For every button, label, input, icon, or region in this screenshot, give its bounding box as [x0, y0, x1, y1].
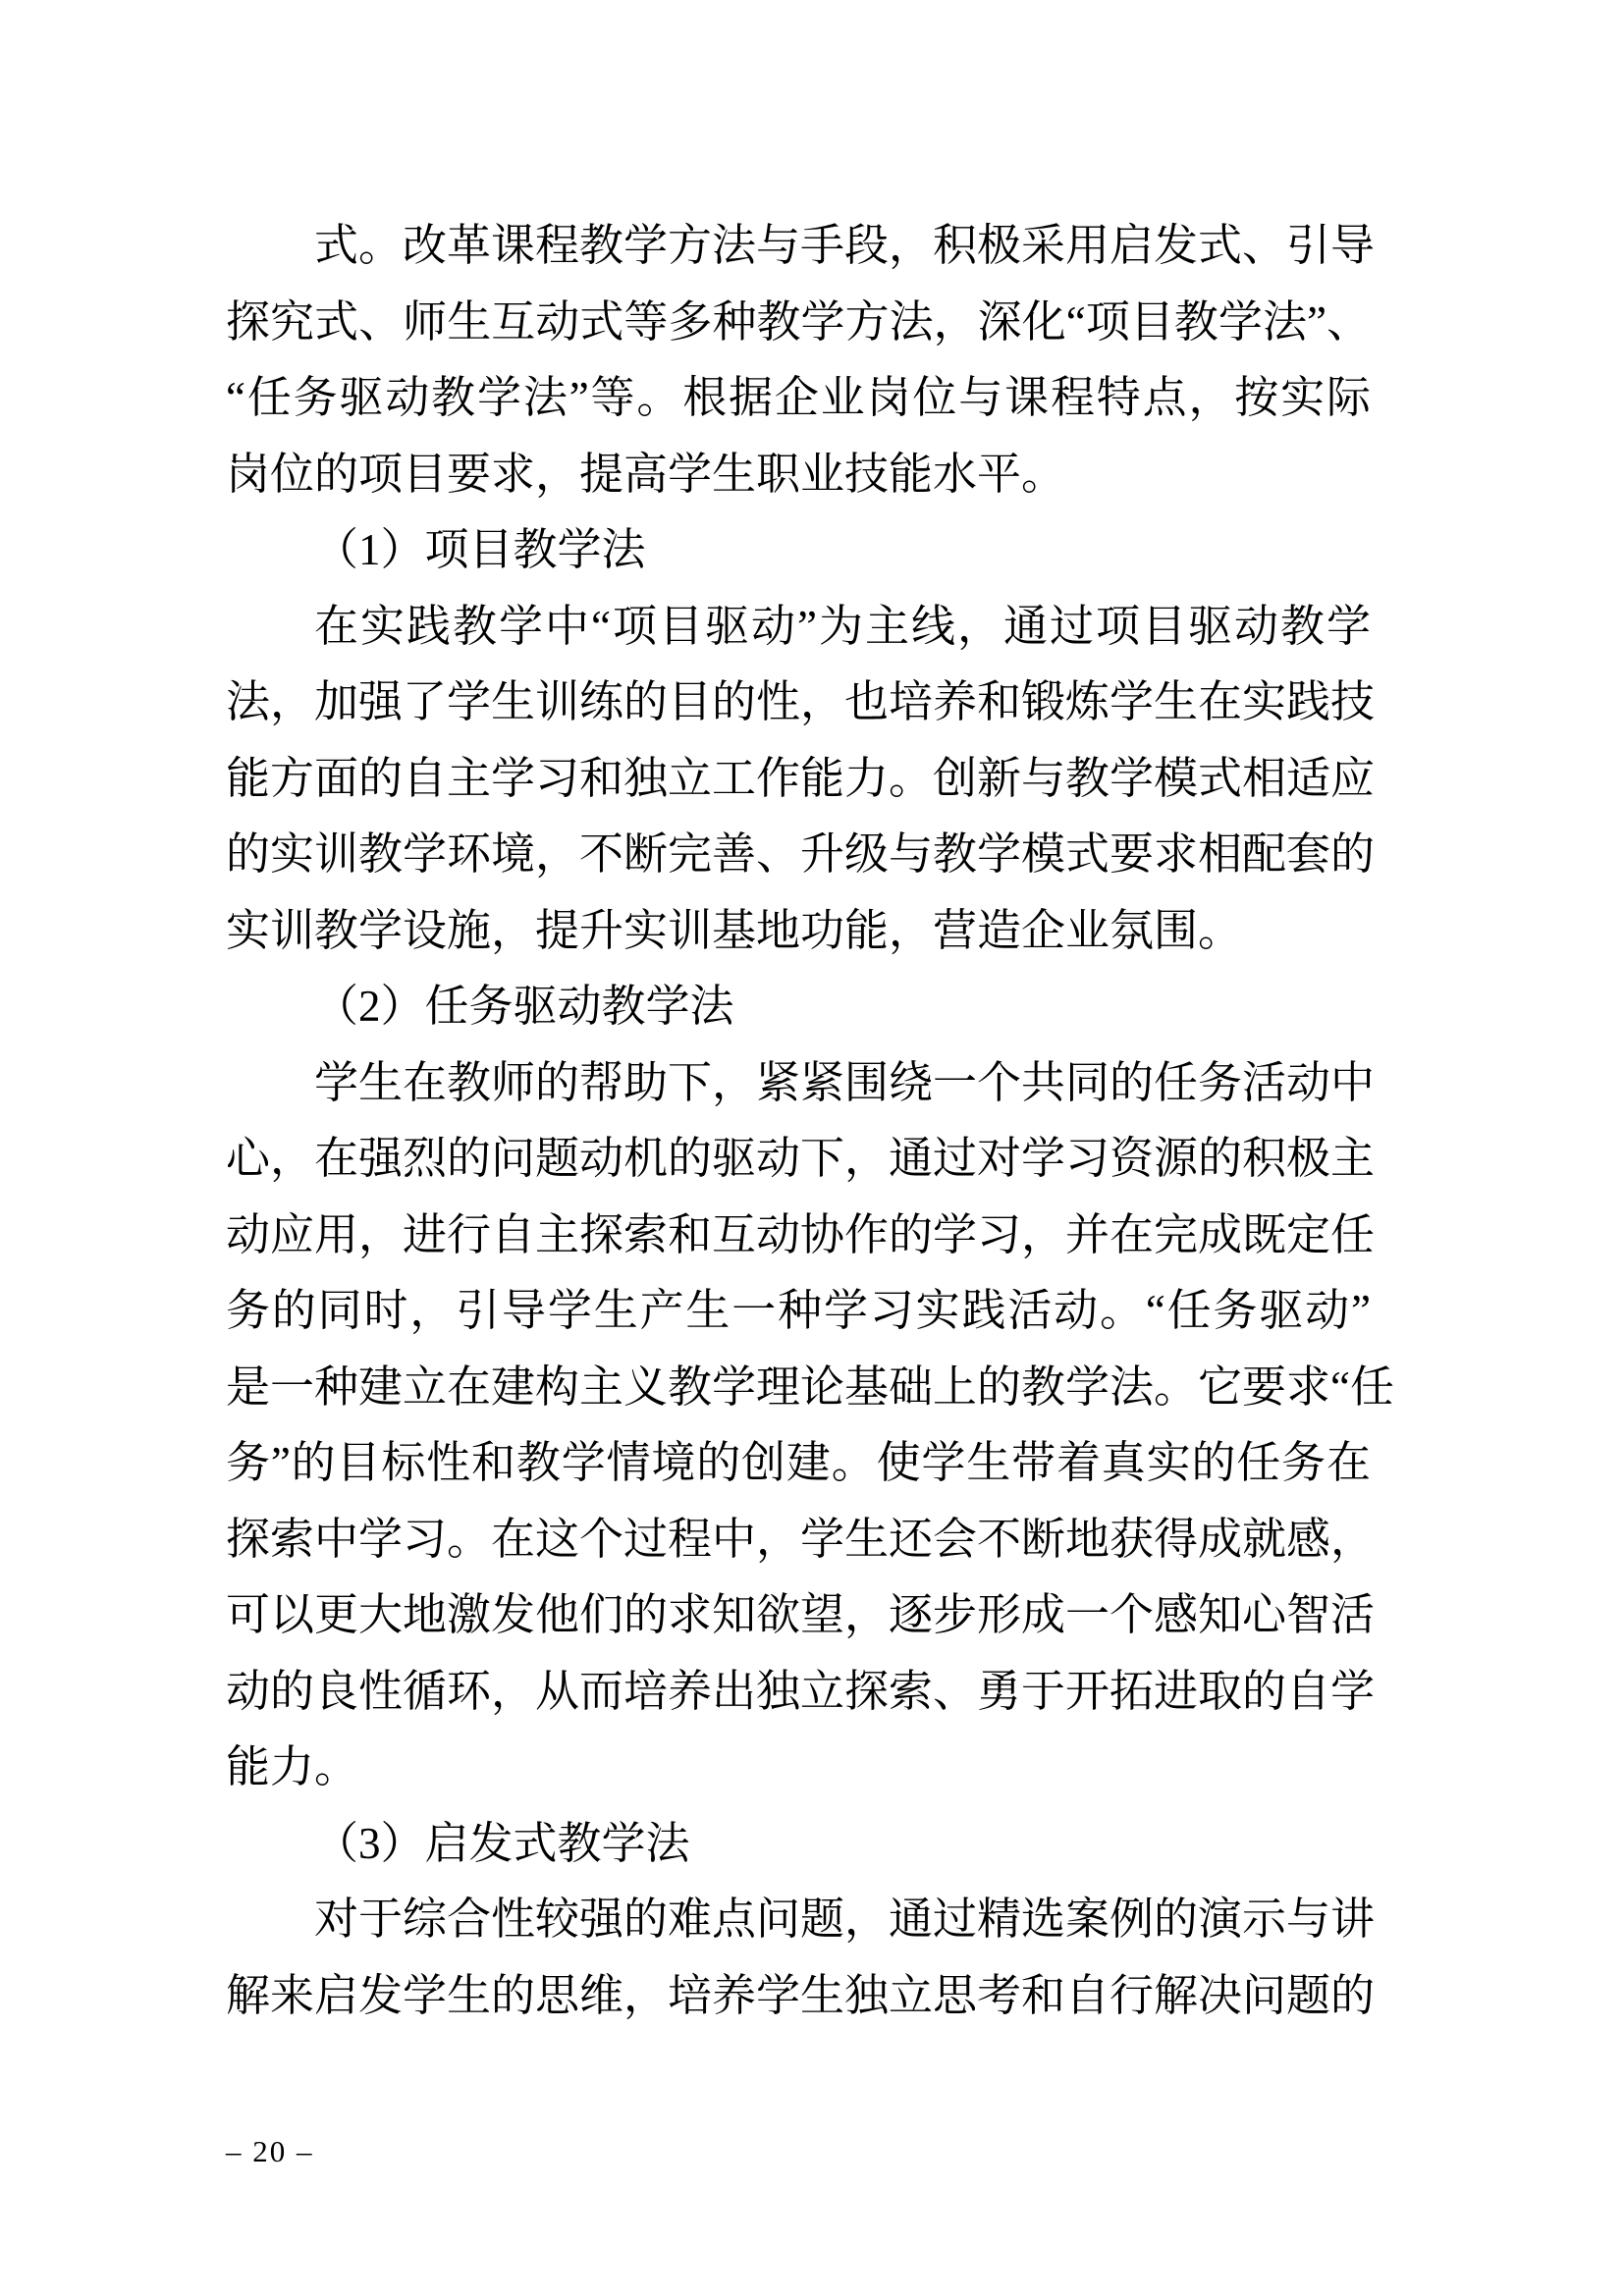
text-line-paragraph-end: 岗位的项目要求，提高学生职业技能水平。	[226, 449, 1066, 499]
text-line: 学生在教师的帮助下，紧紧围绕一个共同的任务活动中	[314, 1057, 1376, 1107]
document-body	[226, 208, 1394, 2034]
text-line: 可以更大地激发他们的求知欲望，逐步形成一个感知心智活	[226, 1590, 1376, 1639]
text-line: 心，在强烈的问题动机的驱动下，通过对学习资源的积极主	[226, 1134, 1376, 1183]
text-line-paragraph-end: 实训教学设施，提升实训基地功能，营造企业氛围。	[226, 905, 1243, 955]
text-line: 动应用，进行自主探索和互动协作的学习，并在完成既定任	[226, 1209, 1376, 1259]
page-number: – 20 –	[226, 2134, 314, 2168]
text-line: 探究式、师生互动式等多种教学方法，深化“项目教学法”、	[226, 296, 1371, 347]
text-line: 能方面的自主学习和独立工作能力。创新与教学模式相适应	[226, 753, 1376, 803]
text-line: 对于综合性较强的难点问题，通过精选案例的演示与讲	[314, 1895, 1376, 1944]
text-line: 动的良性循环，从而培养出独立探索、勇于开拓进取的自学	[226, 1666, 1376, 1716]
section-heading-3: （3）启发式教学法	[314, 1818, 690, 1868]
text-line: 法，加强了学生训练的目的性，也培养和锻炼学生在实践技	[226, 677, 1376, 726]
text-line: 务的同时，引导学生产生一种学习实践活动。“任务驱动”	[226, 1286, 1371, 1335]
text-line: 解来启发学生的思维，培养学生独立思考和自行解决问题的	[226, 1970, 1376, 2020]
text-line: 式。改革课程教学方法与手段，积极采用启发式、引导	[314, 221, 1376, 270]
text-line: 在实践教学中“项目驱动”为主线，通过项目驱动教学	[314, 601, 1371, 651]
text-line: 务”的目标性和教学情境的创建。使学生带着真实的任务在	[226, 1438, 1371, 1487]
text-line: 的实训教学环境，不断完善、升级与教学模式要求相配套的	[226, 829, 1376, 879]
text-line: 是一种建立在建构主义教学理论基础上的教学法。它要求“任	[226, 1362, 1394, 1412]
section-heading-1: （1）项目教学法	[314, 525, 646, 574]
text-line: 探索中学习。在这个过程中，学生还会不断地获得成就感，	[226, 1514, 1376, 1564]
text-line-paragraph-end: 能力。	[226, 1742, 359, 1791]
text-line: “任务驱动教学法”等。根据企业岗位与课程特点，按实际	[226, 373, 1371, 422]
section-heading-2: （2）任务驱动教学法	[314, 982, 734, 1031]
